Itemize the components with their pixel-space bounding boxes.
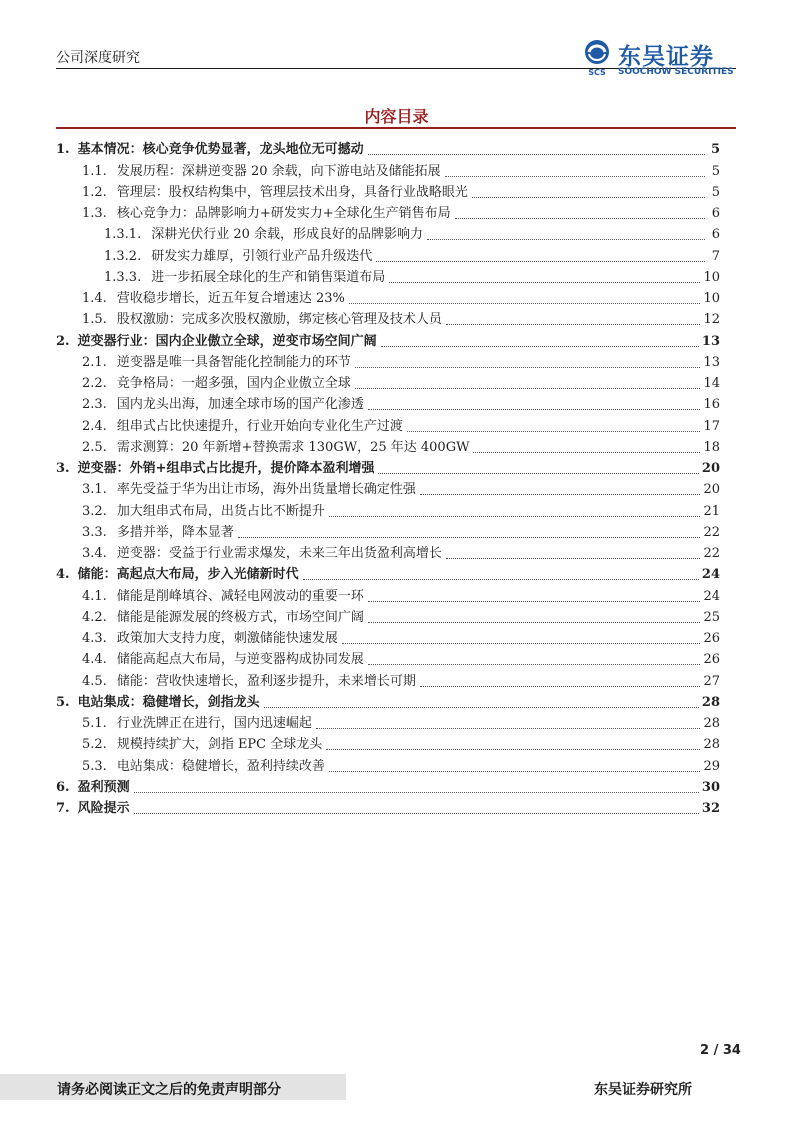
toc-entry-number: 4.3. [82, 631, 107, 646]
toc-entry-number: 4.2. [82, 609, 107, 625]
toc-entry-page: 5 [710, 142, 720, 158]
toc-entry-title: 行业洗牌正在进行，国内迅速崛起 [116, 716, 312, 731]
toc-entry[interactable] [56, 775, 720, 796]
toc-dot-leader [427, 238, 705, 240]
toc-entry-title: 深耕光伏行业 20 余载，形成良好的品牌影响力 [151, 227, 424, 243]
toc-entry-title: 研发实力雄厚，引领行业产品升级迭代 [151, 248, 373, 264]
toc-entry-page: 28 [703, 737, 720, 753]
toc-dot-leader [446, 557, 701, 559]
toc-entry-number: 3. [56, 461, 70, 476]
toc-entry[interactable] [56, 435, 720, 456]
toc-entry-number: 3.3. [82, 524, 107, 540]
toc-entry[interactable] [56, 371, 720, 392]
toc-entry-page: 22 [703, 524, 720, 540]
toc-entry-page: 20 [703, 482, 720, 498]
toc-entry[interactable] [56, 477, 720, 498]
toc-dot-leader [342, 642, 701, 644]
toc-entry-number: 2.4. [82, 418, 107, 434]
toc-dot-leader [368, 663, 701, 665]
toc-dot-leader [134, 812, 699, 814]
toc-entry-page: 21 [703, 503, 720, 519]
toc-dot-leader [238, 536, 701, 538]
toc-entry-number: 5. [56, 694, 70, 710]
toc-entry-title: 国内龙头出海，加速全球市场的国产化渗透 [116, 397, 364, 413]
toc-dot-leader [407, 430, 701, 432]
toc-entry[interactable] [56, 796, 720, 817]
toc-entry[interactable] [56, 201, 720, 222]
toc-entry[interactable] [56, 328, 720, 349]
toc-dot-leader [303, 578, 699, 580]
toc-entry-title: 进一步拓展全球化的生产和销售渠道布局 [151, 269, 386, 285]
toc-dot-leader [316, 727, 701, 729]
report-type-label: 公司深度研究 [56, 50, 140, 66]
toc-entry-page: 6 [711, 206, 720, 221]
toc-entry-title: 政策加大支持力度，刺激储能快速发展 [116, 631, 338, 646]
toc-entry-number: 1.3.2. [104, 248, 142, 264]
toc-entry[interactable] [56, 626, 720, 647]
toc-dot-leader [329, 515, 701, 517]
toc-dot-leader [349, 302, 701, 304]
toc-entry-page: 26 [703, 631, 720, 646]
toc-entry-title: 竞争格局：一超多强，国内企业傲立全球 [116, 376, 351, 391]
toc-entry-title: 率先受益于华为出让市场，海外出货量增长确定性强 [116, 482, 416, 498]
toc-entry-page: 27 [703, 673, 720, 689]
toc-entry[interactable] [56, 711, 720, 732]
toc-entry-title: 逆变器是唯一具备智能化控制能力的环节 [116, 354, 351, 370]
toc-entry-title: 电站集成：稳健增长，盈利持续改善 [116, 758, 325, 774]
toc-entry-page: 17 [703, 418, 720, 434]
toc-entry-number: 3.2. [82, 503, 107, 519]
toc-entry-title: 管理层：股权结构集中，管理层技术出身，具备行业战略眼光 [116, 184, 468, 200]
toc-entry-page: 12 [703, 312, 720, 328]
toc-entry-number: 1.1. [82, 163, 107, 179]
toc-entry-page: 22 [703, 546, 720, 561]
toc-entry[interactable] [56, 307, 720, 328]
toc-dot-leader [355, 366, 701, 368]
toc-entry[interactable] [56, 286, 720, 307]
toc-entry-number: 1.3.1. [104, 227, 142, 243]
toc-entry-page: 7 [711, 248, 720, 264]
toc-entry[interactable] [56, 392, 720, 413]
toc-entry-page: 10 [703, 269, 720, 285]
toc-entry-number: 3.1. [82, 482, 107, 498]
toc-entry-page: 6 [711, 227, 720, 243]
toc-entry-title: 储能是削峰填谷、减轻电网波动的重要一环 [116, 588, 364, 604]
logo-english-name: SOOCHOW SECURITIES [618, 67, 734, 77]
toc-dot-leader [134, 791, 699, 793]
toc-entry-number: 5.1. [82, 716, 107, 731]
toc-entry[interactable] [56, 243, 720, 264]
toc-dot-leader [376, 260, 705, 262]
toc-dot-leader [446, 323, 701, 325]
toc-entry-page: 28 [703, 716, 720, 731]
toc-entry-number: 1.2. [82, 184, 107, 200]
toc-dot-leader [420, 685, 701, 687]
toc-entry-number: 1.5. [82, 312, 107, 328]
toc-entry[interactable] [56, 350, 720, 371]
toc-entry-page: 16 [703, 397, 720, 413]
toc-dot-leader [368, 153, 705, 155]
toc-entry-page: 18 [703, 439, 720, 455]
toc-entry-title: 加大组串式布局，出货占比不断提升 [116, 503, 325, 519]
toc-entry-number: 1.4. [82, 291, 107, 306]
table-of-contents [56, 137, 720, 817]
company-logo [580, 38, 740, 78]
toc-entry-page: 5 [711, 163, 720, 179]
toc-entry-title: 多措并举，降本显著 [116, 524, 234, 540]
logo-mark-text: SCS [588, 68, 606, 77]
toc-dot-leader [455, 217, 705, 219]
toc-entry-number: 2.1. [82, 354, 107, 370]
toc-entry[interactable] [56, 562, 720, 583]
toc-dot-leader [473, 451, 700, 453]
toc-dot-leader [326, 748, 700, 750]
toc-dot-leader [368, 621, 701, 623]
toc-entry-page: 32 [701, 801, 720, 816]
institute-name: 东吴证券研究所 [594, 1082, 692, 1098]
toc-entry[interactable] [56, 690, 720, 711]
toc-entry-number: 2.5. [82, 439, 107, 455]
toc-entry-number: 2. [56, 333, 70, 349]
toc-entry-number: 5.2. [82, 737, 107, 753]
toc-dot-leader [368, 408, 701, 410]
toc-entry-page: 13 [703, 354, 720, 370]
toc-dot-leader [378, 472, 698, 474]
toc-dot-leader [381, 345, 699, 347]
toc-entry-page: 24 [701, 567, 720, 583]
toc-dot-leader [445, 175, 705, 177]
toc-entry[interactable] [56, 753, 720, 774]
toc-entry[interactable] [56, 520, 720, 541]
disclaimer-note: 请务必阅读正文之后的免责声明部分 [57, 1082, 281, 1098]
toc-entry[interactable] [56, 137, 720, 158]
toc-entry-page: 10 [703, 291, 720, 306]
toc-entry-number: 4.1. [82, 588, 107, 604]
toc-dot-leader [472, 196, 705, 198]
toc-entry[interactable] [56, 265, 720, 286]
toc-entry-number: 2.2. [82, 376, 107, 391]
toc-entry-title: 盈利预测 [77, 779, 130, 795]
toc-entry[interactable] [56, 180, 720, 201]
toc-dot-leader [389, 281, 700, 283]
toc-entry-page: 25 [703, 609, 720, 625]
toc-entry[interactable] [56, 498, 720, 519]
toc-entry[interactable] [56, 222, 720, 243]
toc-dot-leader [355, 387, 701, 389]
toc-entry-number: 1. [56, 142, 70, 158]
toc-dot-leader [420, 493, 701, 495]
toc-entry[interactable] [56, 668, 720, 689]
toc-entry-title: 储能是能源发展的终极方式，市场空间广阔 [116, 609, 364, 625]
toc-entry-title: 逆变器：外销+组串式占比提升，提价降本盈利增强 [77, 461, 375, 476]
toc-entry-page: 26 [703, 652, 720, 668]
toc-title-rule [56, 127, 736, 129]
toc-entry-title: 需求测算：20 年新增+替换需求 130GW，25 年达 400GW [116, 439, 470, 455]
toc-entry-number: 7. [56, 801, 70, 816]
toc-entry[interactable] [56, 413, 720, 434]
toc-entry-page: 30 [701, 779, 720, 795]
toc-entry-title: 逆变器行业：国内企业傲立全球，逆变市场空间广阔 [77, 333, 377, 349]
toc-entry-title: 核心竞争力：品牌影响力+研发实力+全球化生产销售布局 [116, 206, 451, 221]
toc-entry-page: 13 [701, 333, 720, 349]
toc-entry[interactable] [56, 583, 720, 604]
toc-entry-title: 储能：高起点大布局，步入光储新时代 [77, 567, 299, 583]
toc-entry-page: 20 [701, 461, 720, 476]
toc-entry-number: 5.3. [82, 758, 107, 774]
toc-entry-page: 28 [701, 694, 720, 710]
toc-entry-title: 逆变器：受益于行业需求爆发，未来三年出货盈利高增长 [116, 546, 442, 561]
toc-entry-number: 4.4. [82, 652, 107, 668]
toc-entry-title: 发展历程：深耕逆变器 20 余载，向下游电站及储能拓展 [116, 163, 441, 179]
toc-dot-leader [368, 600, 701, 602]
toc-entry-number: 3.4. [82, 546, 107, 561]
toc-entry[interactable] [56, 541, 720, 562]
toc-entry-page: 24 [703, 588, 720, 604]
toc-entry[interactable] [56, 605, 720, 626]
toc-entry-title: 电站集成：稳健增长，剑指龙头 [77, 694, 260, 710]
toc-entry[interactable] [56, 647, 720, 668]
toc-entry-number: 4.5. [82, 673, 107, 689]
toc-title: 内容目录 [364, 107, 429, 126]
logo-chinese-name: 东吴证券 [618, 44, 714, 70]
toc-entry-page: 29 [703, 758, 720, 774]
toc-entry[interactable] [56, 456, 720, 477]
toc-entry-title: 组串式占比快速提升，行业开始向专业化生产过渡 [116, 418, 403, 434]
toc-entry-number: 6. [56, 779, 70, 795]
logo-mark-icon [580, 38, 614, 78]
toc-entry-number: 4. [56, 567, 70, 583]
toc-entry-number: 1.3.3. [104, 269, 142, 285]
toc-dot-leader [329, 770, 701, 772]
toc-entry-title: 股权激励：完成多次股权激励，绑定核心管理及技术人员 [116, 312, 442, 328]
toc-entry-page: 14 [703, 376, 720, 391]
page-number: 2 / 34 [700, 1043, 741, 1058]
toc-entry-title: 营收稳步增长，近五年复合增速达 23% [116, 291, 345, 306]
toc-entry-number: 2.3. [82, 397, 107, 413]
toc-entry-title: 储能：营收快速增长，盈利逐步提升，未来增长可期 [116, 673, 416, 689]
toc-entry-number: 1.3. [82, 206, 107, 221]
toc-entry[interactable] [56, 158, 720, 179]
toc-entry-title: 规模持续扩大，剑指 EPC 全球龙头 [116, 737, 323, 753]
toc-dot-leader [264, 706, 699, 708]
toc-entry-title: 基本情况：核心竞争优势显著，龙头地位无可撼动 [77, 142, 364, 158]
toc-entry-page: 5 [711, 184, 720, 200]
toc-entry-title: 风险提示 [77, 801, 130, 816]
toc-entry-title: 储能高起点大布局，与逆变器构成协同发展 [116, 652, 364, 668]
toc-entry[interactable] [56, 732, 720, 753]
